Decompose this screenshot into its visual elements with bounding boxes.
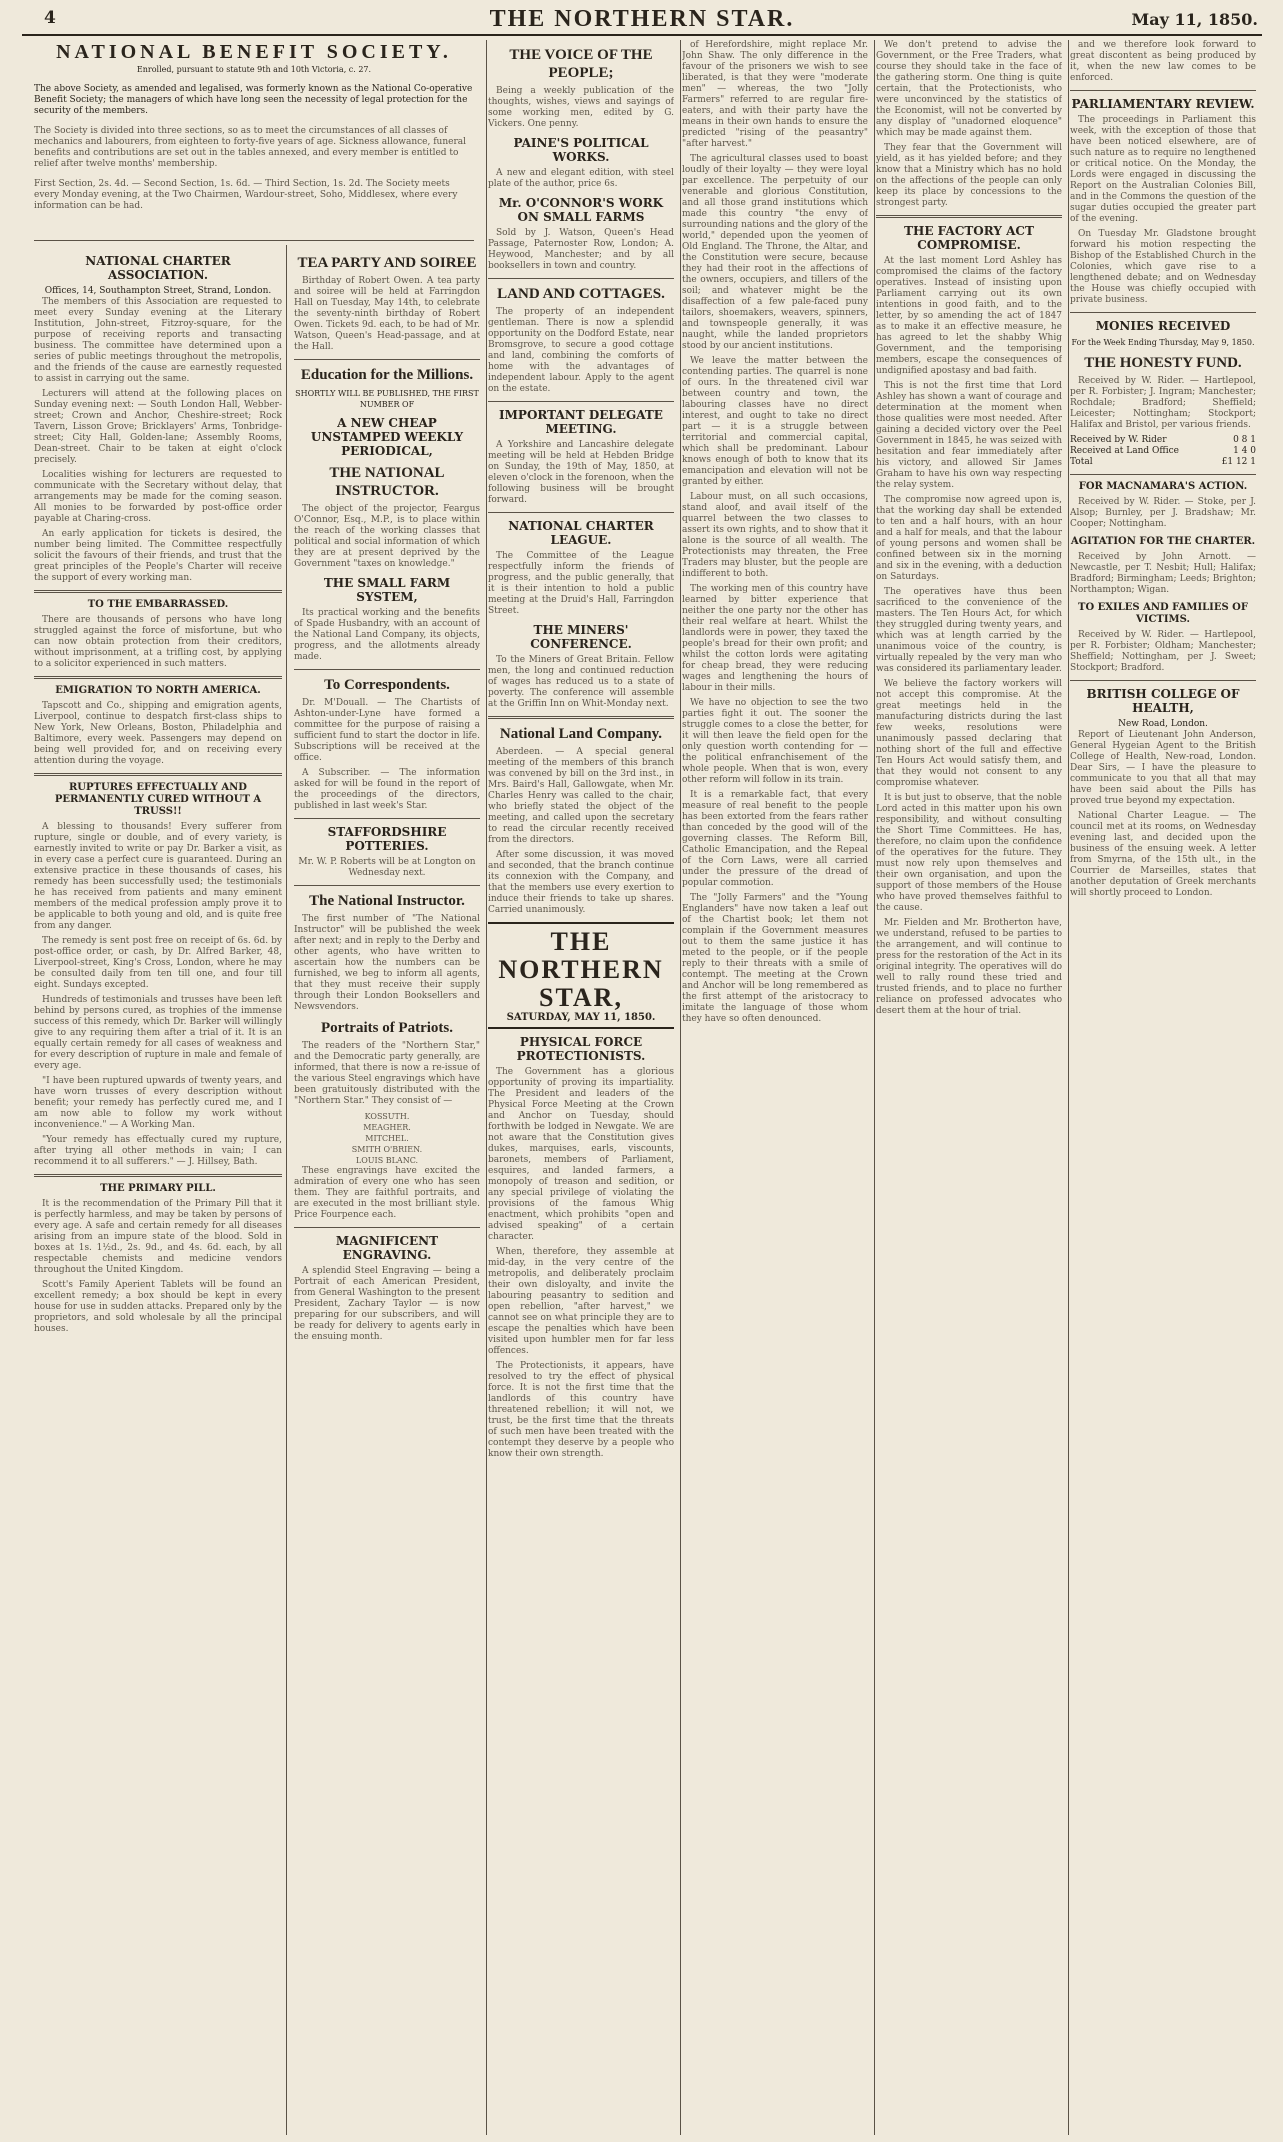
- fund-row: Received by W. Rider 0 8 1: [1070, 435, 1256, 445]
- monies-title: MONIES RECEIVED: [1095, 319, 1231, 333]
- column-rule: [286, 245, 287, 2135]
- fund-table: [1070, 435, 1256, 468]
- society-text: The above Society, as amended and legalised, was formerly known as the National Co-operative Benefit Society; the managers of which have long seen the necessity of legal protection for the security of the members.: [34, 84, 473, 116]
- column-rule: [680, 40, 681, 2135]
- column-1: NATIONAL CHARTER ASSOCIATION. Offices, 14, Southampton Street, Strand, London. The members of this Association are requested to meet every Sunday evening at the Literary Institution, John-street, Fitzroy-square, for the purpose of receiving reports and transacting business. The committee have determined upon a series of public meetings throughout the metropolis, and the friends of the cause are earnestly requested to assist in carrying out the same. Lecturers will attend at the following places on Sunday evening next: — South London Hall, Webber-street; Crown and Anchor, Cheshire-street; Rock Tavern, Lisson Grove; Bricklayers' Arms, Tonbridge-street; City Hall, Golden-lane; Assembly Rooms, Dean-street. Chair to be taken at eight o'clock precisely. Localities wishing for lecturers are requested to communicate with the Secretary without delay, that arrangements may be made for the coming season. All monies to be forwarded by post-office order payable at Charing-cross. An early application for tickets is desired, the number being limited. The Committee respectfully solicit the favours of their friends, and trust that the great principles of the People's Charter will receive the support of every working man. TO THE EMBARRASSED. There are thousands of persons who have long struggled against the force of misfortune, but who can now obtain protection from their creditors, without imprisonment, at a trifling cost, by applying to a solicitor experienced in such matters. EMIGRATION TO NORTH AMERICA. Tapscott and Co., shipping and emigration agents, Liverpool, continue to despatch first-class ships to New York, New Orleans, Boston, Philadelphia and Baltimore, every week. Passengers may depend on being well provided for, and on receiving every attention during the voyage. RUPTURES EFFECTUALLY AND PERMANENTLY CURED WITHOUT A TRUSS!! A blessing to thousands! Every sufferer from rupture, single or double, and of every variety, is earnestly invited to write or pay Dr. Barker a visit, as in every case a perfect cure is guaranteed. During an extensive practice in these thousands of cases, his remedy has been successfully used; the testimonials he has received from patients and many eminent members of the medical profession amply prove it to be applicable to both young and old, and is quite free from any danger. The remedy is sent post free on receipt of 6s. 6d. by post-office order, or cash, by Dr. Alfred Barker, 48, Liverpool-street, King's Cross, London, where he may be consulted daily from ten till one, and four till eight. Sundays excepted. Hundreds of testimonials and trusses have been left behind by persons cured, as trophies of the immense success of this remedy, which Dr. Barker will willingly give to any requiring them after a trial of it. It is an equally certain remedy for all cases of weakness and for every description of rupture in male and female of every age. "I have been ruptured upwards of twenty years, and have worn trusses of every description without benefit; your remedy has perfectly cured me, and I am now able to follow my work without inconvenience." — A Working Man. "Your remedy has effectually cured my rupture, after trying all other methods in vain; I can recommend it to all sufferers." — J. Hillsey, Bath. THE PRIMARY PILL. It is the recommendation of the Primary Pill that it is perfectly harmless, and may be taken by persons of every age. A safe and certain remedy for all diseases arising from an impure state of the blood. Sold in boxes at 1s. 1½d., 2s. 9d., and 4s. 6d. each, by all respectable chemists and medicine vendors throughout the United Kingdom. Scott's Family Aperient Tablets will be found an excellent remedy; a box should be kept in every house for use in sudden attacks. Prepared only by the proprietors, and sold wholesale by all the principal houses.: [34, 254, 282, 1334]
- new-weekly-title: A NEW CHEAP UNSTAMPED WEEKLY PERIODICAL,: [310, 416, 464, 458]
- tea-party-title: TEA PARTY AND SOIREE: [297, 255, 477, 271]
- delegate-meeting-title: IMPORTANT DELEGATE MEETING.: [499, 408, 663, 436]
- agitation-title: AGITATION FOR THE CHARTER.: [1070, 536, 1256, 547]
- engraving-title: MAGNIFICENT ENGRAVING.: [335, 1234, 439, 1262]
- land-company-title: National Land Company.: [499, 726, 663, 742]
- editorial-masthead: [488, 922, 674, 1029]
- monies-sub: For the Week Ending Thursday, May 9, 1850.: [1071, 338, 1255, 347]
- charter-association-sub: Offices, 14, Southampton Street, Strand, London.: [44, 286, 272, 296]
- national-instructor-title: The National Instructor.: [309, 893, 465, 909]
- victims-title: TO EXILES AND FAMILIES OF VICTIMS.: [1078, 602, 1248, 625]
- society-body-2: First Section, 2s. 4d. — Second Section, 1s. 6d. — Third Section, 1s. 2d. The Society meets every Monday evening, at the Two Chairmen, Wardour-street, Soho, Middlesex, where every information can be had.: [34, 179, 458, 211]
- embarrassed-title: TO THE EMBARRASSED.: [87, 599, 229, 610]
- emigration-title: EMIGRATION TO NORTH AMERICA.: [55, 685, 261, 696]
- masthead: [22, 4, 1262, 36]
- instructor-title: THE NATIONAL INSTRUCTOR.: [329, 465, 445, 499]
- benefit-society-ad: [34, 40, 474, 241]
- macnamara-title: FOR MACNAMARA'S ACTION.: [1078, 481, 1248, 492]
- college-title: BRITISH COLLEGE OF HEALTH,: [1086, 687, 1240, 715]
- parliamentary-title: PARLIAMENTARY REVIEW.: [1071, 97, 1255, 111]
- fund-row: Total £1 12 1: [1070, 457, 1256, 467]
- paine-title: PAINE'S POLITICAL WORKS.: [513, 136, 649, 164]
- society-title: NATIONAL BENEFIT SOCIETY.: [56, 41, 452, 63]
- education-title: Education for the Millions.: [300, 367, 474, 383]
- issue-date: May 11, 1850.: [1131, 10, 1258, 29]
- page-number: 4: [44, 8, 56, 28]
- column-3: THE VOICE OF THE PEOPLE; Being a weekly publication of the thoughts, wishes, views and sayings of some working men, edited by G. Vickers. One penny. PAINE'S POLITICAL WORKS. A new and elegant edition, with steel plate of the author, price 6s. Mr. O'CONNOR'S WORK ON SMALL FARMS Sold by J. Watson, Queen's Head Passage, Paternoster Row, London; A. Heywood, Manchester; and by all booksellers in town and country. LAND AND COTTAGES. The property of an independent gentleman. There is now a splendid opportunity on the Dodford Estate, near Bromsgrove, to secure a good cottage and land, combining the comforts of home with the advantages of independent labour. Apply to the agent on the estate. IMPORTANT DELEGATE MEETING. A Yorkshire and Lancashire delegate meeting will be held at Hebden Bridge on Sunday, the 19th of May, 1850, at eleven o'clock in the forenoon, when the following business will be brought forward. NATIONAL CHARTER LEAGUE. The Committee of the League respectfully inform the friends of progress, and the public generally, that it is their intention to hold a public meeting at the Druid's Hall, Farringdon Street. THE MINERS' CONFERENCE. To the Miners of Great Britain. Fellow men, the long and continued reduction of wages has reduced us to a state of poverty. The conference will assemble at the Griffin Inn on Whit-Monday next. National Land Company. Aberdeen. — A special general meeting of the members of this branch was convened by bill on the 3rd inst., in Mrs. Baird's Hall, Gallowgate, when Mr. Charles Henry was called to the chair, who briefly stated the object of the meeting, and called upon the secretary to read the circular recently received from the directors. After some discussion, it was moved and seconded, that the branch continue its connexion with the Company, and that the members use every exertion to induce their friends to take up shares. Carried unanimously. THE NORTHERN STAR, SATURDAY, MAY 11, 1850. PHYSICAL FORCE PROTECTIONISTS. The Government has a glorious opportunity of proving its impartiality. The President and leaders of the Physical Force Meeting at the Crown and Anchor on Tuesday, should forthwith be lodged in Newgate. We are not aware that the Constitution gives dukes, marquises, earls, viscounts, baronets, members of Parliament, esquires, and landed farmers, a monopoly of treason and sedition, or any special privilege of violating the provisions of the famous Whig enactment, which prohibits "open and advised speaking" of a certain character. When, therefore, they assemble at mid-day, in the very centre of the metropolis, and deliberately proclaim their own disloyalty, and invite the labouring peasantry to sedition and open rebellion, "after harvest," we cannot see on what principle they are to escape the penalties which have been visited upon humbler men for far less offences. The Protectionists, it appears, have resolved to try the effect of physical force. It is not the first time that the landlords of this country have threatened rebellion; it will not, we trust, be the first time that the threats of such men have been treated with the contempt they deserve by a people who know their own strength.: [488, 47, 674, 1459]
- column-2: TEA PARTY AND SOIREE Birthday of Robert Owen. A tea party and soiree will be held at Farringdon Hall on Tuesday, May 14th, to celebrate the seventy-ninth birthday of Robert Owen. Tickets 9d. each, to be had of Mr. Watson, Queen's Head-passage, and at the Hall. Education for the Millions. SHORTLY WILL BE PUBLISHED, THE FIRST NUMBER OF A NEW CHEAP UNSTAMPED WEEKLY PERIODICAL, THE NATIONAL INSTRUCTOR. The object of the projector, Feargus O'Connor, Esq., M.P., is to place within the reach of the working classes that political and social information of which they are at present deprived by the Government "taxes on knowledge." THE SMALL FARM SYSTEM, Its practical working and the benefits of Spade Husbandry, with an account of the National Land Company, its objects, progress, and the allotments already made. To Correspondents. Dr. M'Douall. — The Chartists of Ashton-under-Lyne have formed a committee for the purpose of raising a sufficient fund to start the doctor in life. Subscriptions will be received at the office. A Subscriber. — The information asked for will be found in the report of the proceedings of the directors, published in last week's Star. STAFFORDSHIRE POTTERIES. Mr. W. P. Roberts will be at Longton on Wednesday next. The National Instructor. The first number of "The National Instructor" will be published the week after next; and in reply to the Derby and other agents, who have written to ascertain how the numbers can be furnished, we beg to inform all agents, that they must receive their supply through their London Booksellers and Newsvendors. Portraits of Patriots. The readers of the "Northern Star," and the Democratic party generally, are informed, that there is now a re-issue of the various Steel engravings which have been gratuitously distributed with the "Northern Star." They consist of — KOSSUTH. MEAGHER. MITCHEL. SMITH O'BRIEN. LOUIS BLANC. These engravings have excited the admiration of every one who has seen them. They are faithful portraits, and are executed in the most brilliant style. Price Fourpence each. MAGNIFICENT ENGRAVING. A splendid Steel Engraving — being a Portrait of each American President, from General Washington to the present President, Zachary Taylor — is now preparing for our subscribers, and will be ready for delivery to agents early in the ensuing month.: [294, 255, 480, 1342]
- miners-title: THE MINERS' CONFERENCE.: [530, 623, 632, 651]
- society-subtitle: Enrolled, pursuant to statute 9th and 10th Victoria, c. 27.: [136, 65, 372, 74]
- editorial-date: SATURDAY, MAY 11, 1850.: [506, 1012, 656, 1023]
- small-farms-title: Mr. O'CONNOR'S WORK ON SMALL FARMS: [498, 196, 664, 224]
- fund-title: THE HONESTY FUND.: [1084, 355, 1242, 371]
- column-rule: [1068, 40, 1069, 2135]
- charter-association-title: NATIONAL CHARTER ASSOCIATION.: [85, 254, 231, 282]
- column-5: We don't pretend to advise the Government, or the Free Traders, what course they should take in the face of the gathering storm. One thing is quite certain, that the Protectionists, who were unconvinced by the statistics of the Economist, will not be converted by any display of "unadorned eloquence" which may be made against them. They fear that the Government will yield, as it has yielded before; and they know that a Ministry which has no hold on the affections of the people can only keep its place by concessions to the strongest party. THE FACTORY ACT COMPROMISE. At the last moment Lord Ashley has compromised the claims of the factory operatives. Instead of insisting upon Parliament carrying out its own intentions in good faith, and to the letter, by so amending the act of 1847 as to make it an effective measure, he has agreed to let the shabby Whig Government, and the temporising members, escape the consequences of undignified apostasy and bad faith. This is not the first time that Lord Ashley has shown a want of courage and determination at the moment when those qualities were most needed. After gaining a decided victory over the Peel Government in 1845, he was seized with hesitation and fear immediately after his victory, and allowed Sir James Graham to have his own way respecting the relay system. The compromise now agreed upon is, that the working day shall be extended to ten and a half hours, with an hour and a half for meals, and that the labour of young persons and women shall be confined between six in the morning and six in the evening, with a deduction on Saturdays. The operatives have thus been sacrificed to the convenience of the masters. The Ten Hours Act, for which they struggled during twenty years, and which was at length carried by the unanimous voice of the country, is virtually repealed by the very man who was considered its parliamentary leader. We believe the factory workers will not accept this compromise. At the great meetings held in the manufacturing districts during the last few weeks, resolutions were unanimously passed declaring that nothing short of the full and effective Ten Hours Act would satisfy them, and that they would not consent to any compromise whatever. It is but just to observe, that the noble Lord acted in this matter upon his own responsibility, and without consulting the Short Time Committees. He has, therefore, no claim upon the confidence of the operatives for the future. They must now rely upon themselves and their own organisation, and upon the support of those members of the House who have proved themselves faithful to the cause. Mr. Fielden and Mr. Brotherton have, we understand, refused to be parties to the arrangement, and will continue to press for the restoration of the Act in its original integrity. The operatives will do well to rally round these tried and trusted friends, and to place no further reliance on professed advocates who desert them at the hour of trial.: [876, 40, 1062, 1016]
- editorial-paper-name: THE NORTHERN STAR,: [498, 927, 664, 1012]
- primary-pill-title: THE PRIMARY PILL.: [100, 1183, 216, 1194]
- column-rule: [874, 40, 875, 2135]
- factory-act-title: THE FACTORY ACT COMPROMISE.: [904, 224, 1034, 252]
- college-sub: New Road, London.: [1118, 719, 1208, 729]
- column-rule: [486, 40, 487, 2135]
- small-farm-title: THE SMALL FARM SYSTEM,: [323, 576, 451, 604]
- ruptures-title: RUPTURES EFFECTUALLY AND PERMANENTLY CURED WITHOUT A TRUSS!!: [54, 782, 262, 817]
- society-body: The Society is divided into three sections, so as to meet the circumstances of all classes of mechanics and labourers, from eighteen to forty-five years of age. Sickness allowance, funeral benefits and contributions are set out in the tables annexed, and every member is entitled to relief after twelve months' membership.: [34, 126, 467, 169]
- portraits-title: Portraits of Patriots.: [320, 1020, 454, 1036]
- potteries-title: STAFFORDSHIRE POTTERIES.: [327, 825, 447, 853]
- column-4: of Herefordshire, might replace Mr. John Shaw. The only difference in the favour of the prisoners we wish to see liberated, is that they were "moderate men" — whereas, the two "Jolly Farmers" referred to are regular fire-eaters, and with their party have the means in their own hands to ensure the predicted "rising of the peasantry" "after harvest." The agricultural classes used to boast loudly of their loyalty — they were loyal par excellence. The perpetuity of our venerable and glorious Constitution, and all those grand institutions which made this country "the envy of surrounding nations and the glory of the world," depended upon the yeomen of Old England. The Throne, the Altar, and the Constitution were secure, because they had their root in the affections of the owners, occupiers, and tillers of the soil; and whatever might be the disaffection of a few pale-faced puny tailors, shoemakers, weavers, spinners, and townspeople generally, it was naught, while the landed proprietors stood by our ancient institutions. We leave the matter between the contending parties. The quarrel is none of ours. In the threatened civil war between country and town, the labouring classes have no direct interest, and ought to take no direct part — it is a struggle between territorial and commercial capital, which shall be predominant. Labour knows enough of both to know that its emancipation and elevation will not be granted by either. Labour must, on all such occasions, stand aloof, and avail itself of the quarrel between the two classes to assert its own rights, and to show that it alone is the source of all wealth. The Protectionists may threaten, the Free Traders may bluster, but the people are indifferent to both. The working men of this country have learned by bitter experience that neither the one party nor the other has their real welfare at heart. Whilst the landlords were in power, they taxed the people's bread for their own profit; and whilst the cotton lords were agitating for cheap bread, they were reducing wages and lengthening the hours of labour in their mills. We have no objection to see the two parties fight it out. The sooner the struggle comes to a close the better, for it will then leave the field open for the only question worth contending for — the political enfranchisement of the whole people. When that is won, every other reform will follow in its train. It is a remarkable fact, that every measure of real benefit to the people has been extorted from the fears rather than conceded by the good will of the governing classes. The Reform Bill, Catholic Emancipation, and the Repeal of the Corn Laws, were all carried under the pressure of the dread of popular commotion. The "Jolly Farmers" and the "Young Englanders" have now taken a leaf out of the Chartist book; let them not complain if the Government measures out to them the same justice it has meted to the people, or if the people reply to their threats with a smile of contempt. The meeting at the Crown and Anchor will be long remembered as the first attempt of the aristocracy to imitate the language of those whom they have so often denounced.: [682, 40, 868, 1024]
- correspondents-title: To Correspondents.: [324, 677, 450, 693]
- voice-title: THE VOICE OF THE PEOPLE;: [509, 47, 653, 81]
- league-title: NATIONAL CHARTER LEAGUE.: [508, 519, 654, 547]
- protectionists-title: PHYSICAL FORCE PROTECTIONISTS.: [516, 1035, 646, 1063]
- fund-row: Received at Land Office 1 4 0: [1070, 446, 1256, 456]
- column-6: and we therefore look forward to great discontent as being produced by it, when the new law comes to be enforced. PARLIAMENTARY REVIEW. The proceedings in Parliament this week, with the exception of those that have been noticed elsewhere, are of such nature as to require no lengthened or critical notice. On the Monday, the Lords were engaged in discussing the Report on the Australian Colonies Bill, and in the Commons the question of the sugar duties occupied the greater part of the evening. On Tuesday Mr. Gladstone brought forward his motion respecting the Bishop of the Established Church in the Colonies, which gave rise to a lengthened debate; and on Wednesday the House was chiefly occupied with private business. MONIES RECEIVED For the Week Ending Thursday, May 9, 1850. THE HONESTY FUND. Received by W. Rider. — Hartlepool, per R. Forbister; J. Ingram; Manchester; Rochdale; Bradford; Sheffield; Leicester; Nottingham; Stockport; Halifax and Bristol, per various friends. Received by W. Rider 0 8 1 Received at Land Office 1 4 0 Total £1 12 1 FOR MACNAMARA'S ACTION. Received by W. Rider. — Stoke, per J. Alsop; Burnley, per J. Bradshaw; Mr. Cooper; Nottingham. AGITATION FOR THE CHARTER. Received by John Arnott. — Newcastle, per T. Nesbit; Hull; Halifax; Bradford; Birmingham; Leeds; Brighton; Northampton; Wigan. TO EXILES AND FAMILIES OF VICTIMS. Received by W. Rider. — Hartlepool, per R. Forbister; Oldham; Manchester; Sheffield; Nottingham, per J. Sweet; Stockport; Bradford. BRITISH COLLEGE OF HEALTH, New Road, London. Report of Lieutenant John Anderson, General Hygeian Agent to the British College of Health, New-road, London. Dear Sirs, — I have the pleasure to communicate to you that all that may have been said about the Pills has proved true beyond my expectation. National Charter League. — The council met at its rooms, on Wednesday evening last, and decided upon the business of the ensuing week. A letter from Smyrna, of the 15th ult., in the Courrier de Marseilles, states that another deputation of Greek merchants will shortly proceed to London.: [1070, 40, 1256, 898]
- land-title: LAND AND COTTAGES.: [497, 286, 665, 302]
- newspaper-title: THE NORTHERN STAR.: [489, 6, 795, 32]
